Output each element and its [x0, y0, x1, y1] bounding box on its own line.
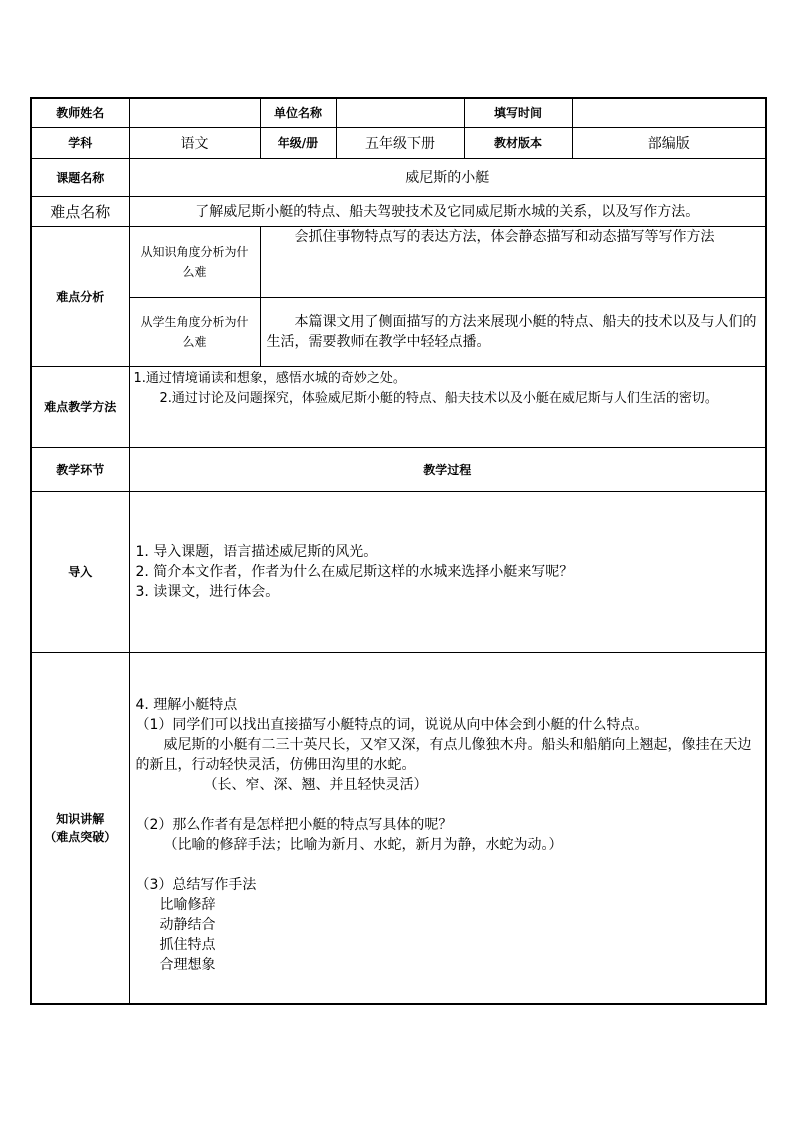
fill-time-label: 填写时间 [464, 98, 572, 127]
knowledge-question-2: （2）那么作者有是怎样把小艇的特点写具体的呢？ [135, 816, 453, 833]
lesson-title-label: 课题名称 [31, 158, 129, 196]
subject-label: 学科 [31, 127, 129, 158]
summary-item-features: 抓住特点 [159, 936, 216, 953]
method-line-2: 2.通过讨论及问题探究，体验威尼斯小艇的特点、船夫技术以及小艇在威尼斯与人们生活的密切。 [159, 390, 718, 406]
knowledge-question-1: （1）同学们可以找出直接描写小艇特点的词，说说从向中体会到小艇的什么特点。 [135, 716, 649, 733]
knowledge-question-3: （3）总结写作手法 [135, 876, 257, 893]
student-angle-text [260, 297, 766, 366]
knowledge-content [129, 652, 766, 1004]
knowledge-angle-text [260, 226, 766, 297]
knowledge-angle-label: 从知识角度分析为什么难 [129, 226, 260, 297]
intro-line-1: 1. 导入课题，语言描述威尼斯的风光。 [135, 543, 378, 560]
knowledge-paragraph-1-note: （长、窄、深、翘、并且轻快灵活） [203, 776, 428, 793]
unit-name-label: 单位名称 [260, 98, 336, 127]
student-angle-label: 从学生角度分析为什么难 [129, 297, 260, 366]
method-line-1: 1.通过情境诵读和想象，感悟水城的奇妙之处。 [133, 370, 406, 386]
analysis-label: 难点分析 [31, 226, 129, 366]
lesson-plan-table [30, 97, 767, 1005]
knowledge-label-line-1: 知识讲解 [56, 811, 105, 826]
process-label: 教学过程 [129, 447, 766, 491]
unit-name-value[interactable] [336, 98, 464, 127]
difficulty-value: 了解威尼斯小艇的特点、船夫驾驶技术及它同威尼斯水城的关系，以及写作方法。 [129, 196, 766, 226]
summary-item-metaphor: 比喻修辞 [159, 896, 216, 913]
method-content [129, 366, 766, 447]
summary-item-static-dynamic: 动静结合 [159, 916, 216, 933]
teacher-name-label: 教师姓名 [31, 98, 129, 127]
fill-time-value[interactable] [572, 98, 766, 127]
grade-value: 五年级下册 [336, 127, 464, 158]
intro-line-3: 3. 读课文，进行体会。 [135, 583, 280, 600]
difficulty-label: 难点名称 [31, 196, 129, 226]
knowledge-paragraph-1: 威尼斯的小艇有二三十英尺长，又窄又深，有点儿像独木舟。船头和船艄向上翘起，像挂在天边的新且，行动轻快灵活，仿佛田沟里的水蛇。 [135, 736, 752, 773]
knowledge-label-line-2: （难点突破） [44, 829, 117, 844]
student-angle-paragraph: 本篇课文用了侧面描写的方法来展现小艇的特点、船夫的技术以及与人们的生活，需要教师在教学中轻轻点播。 [266, 313, 757, 350]
knowledge-title: 4. 理解小艇特点 [135, 696, 238, 713]
edition-value: 部编版 [572, 127, 766, 158]
edition-label: 教材版本 [464, 127, 572, 158]
intro-content [129, 491, 766, 652]
process-stage-label: 教学环节 [31, 447, 129, 491]
intro-line-2: 2. 简介本文作者，作者为什么在威尼斯这样的水城来选择小艇来写呢？ [135, 563, 574, 580]
knowledge-angle-paragraph: 会抓住事物特点写的表达方法，体会静态描写和动态描写等写作方法 [294, 228, 715, 245]
summary-item-imagination: 合理想象 [159, 956, 216, 973]
knowledge-question-2-note: （比喻的修辞手法；比喻为新月、水蛇，新月为静，水蛇为动。） [163, 836, 563, 853]
grade-label: 年级/册 [260, 127, 336, 158]
method-label: 难点教学方法 [31, 366, 129, 447]
teacher-name-value[interactable] [129, 98, 260, 127]
subject-value: 语文 [129, 127, 260, 158]
lesson-title-value: 威尼斯的小艇 [129, 158, 766, 196]
knowledge-label [31, 652, 129, 1004]
intro-label: 导入 [31, 491, 129, 652]
